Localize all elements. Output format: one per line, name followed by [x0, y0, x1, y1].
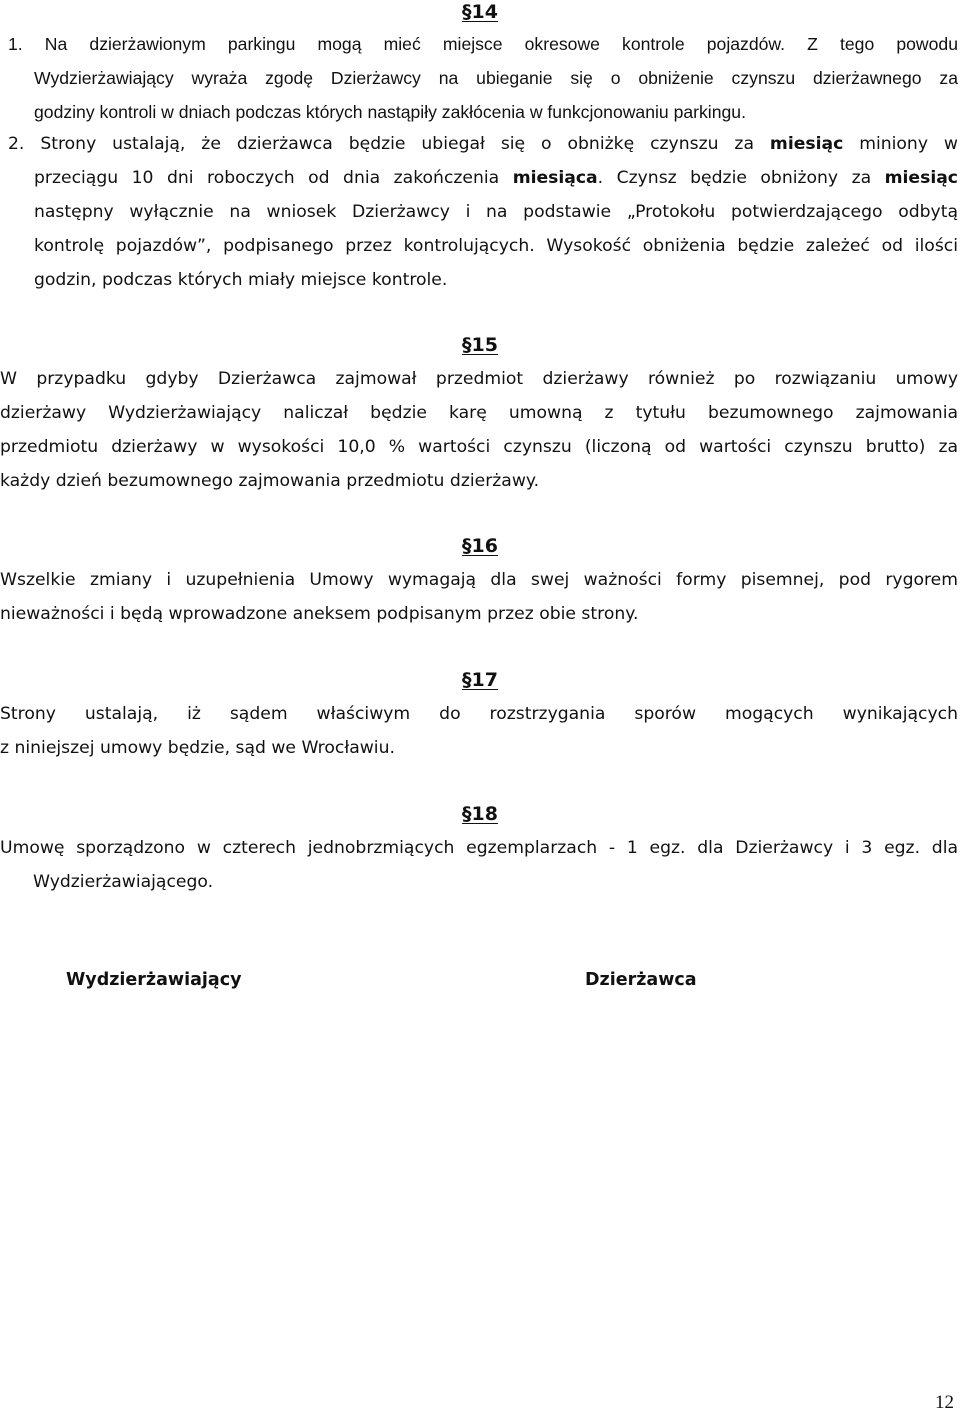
- s14-p1-line-3: godziny kontroli w dniach podczas których nastąpiły zakłócenia w funkcjonowaniu parkingu.: [34, 102, 746, 122]
- section-15-paragraph: [0, 362, 958, 498]
- s14-p1-line-1: 1. Na dzierżawionym parkingu mogą mieć miejsce okresowe kontrole pojazdów. Z tego powodu: [8, 34, 958, 54]
- section-16-title: §16: [462, 535, 498, 557]
- s14-p2-line-3: następny wyłącznie na wniosek Dzierżawcy i na podstawie „Protokołu potwierdzającego odbytą: [34, 202, 958, 222]
- s15-line-2: dzierżawy Wydzierżawiający naliczał będzie karę umowną z tytułu bezumownego zajmowania: [0, 403, 958, 423]
- section-14-title: §14: [462, 1, 498, 23]
- s14-p2-line-5: godzin, podczas których miały miejsce kontrole.: [34, 270, 448, 290]
- s18-line-2: Wydzierżawiającego.: [33, 872, 214, 892]
- section-16-paragraph: [0, 563, 958, 631]
- s17-line-2: z niniejszej umowy będzie, sąd we Wrocławiu.: [0, 738, 395, 758]
- s16-line-2: nieważności i będą wprowadzone aneksem podpisanym przez obie strony.: [0, 604, 639, 624]
- section-14-paragraph-2: [8, 127, 958, 297]
- section-17-title: §17: [462, 669, 498, 691]
- page-number: 12: [935, 1392, 954, 1413]
- signature-lessee-label: Dzierżawca: [585, 970, 697, 990]
- s15-line-3: przedmiotu dzierżawy w wysokości 10,0 % wartości czynszu (liczoną od wartości czynszu brutto) za: [0, 437, 958, 457]
- s14-p2-line-2: przeciągu 10 dni roboczych od dnia zakończenia miesiąca. Czynsz będzie obniżony za miesiąc: [34, 168, 958, 188]
- section-18-paragraph: [0, 831, 958, 899]
- s16-line-1: Wszelkie zmiany i uzupełnienia Umowy wymagają dla swej ważności formy pisemnej, pod rygorem: [0, 570, 958, 590]
- section-17-paragraph: [0, 697, 958, 765]
- s18-line-1: Umowę sporządzono w czterech jednobrzmiących egzemplarzach - 1 egz. dla Dzierżawcy i 3 egz. dla: [0, 838, 958, 858]
- section-15-title: §15: [462, 334, 498, 356]
- s14-p2-line-4: kontrolę pojazdów”, podpisanego przez kontrolujących. Wysokość obniżenia będzie zależeć od ilości: [34, 236, 958, 256]
- signature-lessor-label: Wydzierżawiający: [66, 970, 242, 990]
- s15-line-4: każdy dzień bezumownego zajmowania przedmiotu dzierżawy.: [0, 471, 540, 491]
- section-14-paragraph-1: [8, 27, 958, 129]
- s17-line-1: Strony ustalają, iż sądem właściwym do rozstrzygania sporów mogących wynikających: [0, 704, 958, 724]
- section-18-title: §18: [462, 803, 498, 825]
- s15-line-1: W przypadku gdyby Dzierżawca zajmował przedmiot dzierżawy również po rozwiązaniu umowy: [0, 369, 958, 389]
- s14-p2-line-1: 2. Strony ustalają, że dzierżawca będzie ubiegał się o obniżkę czynszu za miesiąc miniony w: [8, 134, 958, 154]
- s14-p1-line-2: Wydzierżawiający wyraża zgodę Dzierżawcy na ubieganie się o obniżenie czynszu dzierżawnego za: [34, 68, 958, 88]
